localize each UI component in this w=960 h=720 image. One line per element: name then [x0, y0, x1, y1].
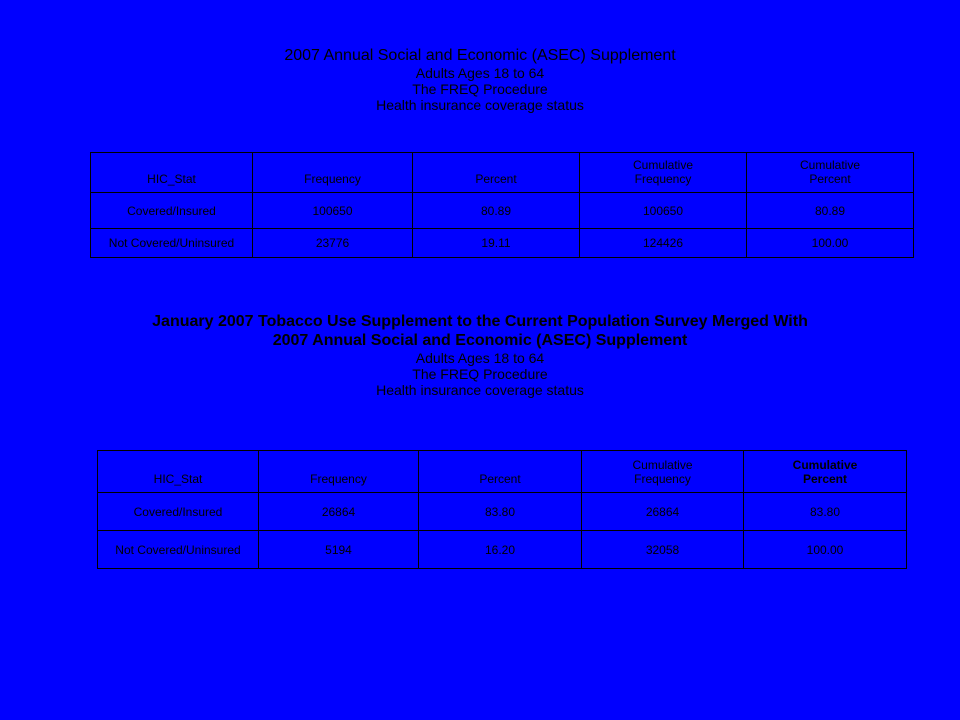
section2-title-block: [0, 312, 960, 398]
header-hic-stat: HIC_Stat: [91, 153, 253, 193]
header-cumulative-percent: [747, 153, 914, 193]
table-row: [98, 493, 907, 531]
header-cumulative-frequency: [582, 451, 744, 493]
header-cum-freq-line1: Cumulative: [632, 458, 693, 472]
cell-percent: 83.80: [419, 493, 582, 531]
section1-title-block: [0, 46, 960, 113]
section2-subtitle-variable: Health insurance coverage status: [376, 382, 584, 398]
section2-subtitle-procedure: The FREQ Procedure: [412, 366, 548, 382]
table-header-row: [91, 153, 914, 193]
section1-subtitle-ages: Adults Ages 18 to 64: [415, 65, 545, 81]
section2-subtitle-ages: Adults Ages 18 to 64: [415, 350, 545, 366]
section1-title: 2007 Annual Social and Economic (ASEC) Supplement: [284, 47, 676, 64]
cell-cum-frequency: 32058: [582, 531, 744, 569]
table-row: [91, 229, 914, 258]
cell-percent: 16.20: [419, 531, 582, 569]
section2-title-line2: 2007 Annual Social and Economic (ASEC) Supplement: [272, 332, 688, 349]
cell-cum-frequency: 100650: [580, 193, 747, 229]
cell-label: Not Covered/Uninsured: [91, 229, 253, 258]
cell-cum-percent: 83.80: [744, 493, 907, 531]
section1-subtitle-procedure: The FREQ Procedure: [412, 81, 548, 97]
freq-table-asec: [90, 152, 914, 258]
header-frequency: Frequency: [259, 451, 419, 493]
cell-percent: 80.89: [413, 193, 580, 229]
cell-label: Not Covered/Uninsured: [98, 531, 259, 569]
table-header-row: [98, 451, 907, 493]
header-cumulative-frequency: [580, 153, 747, 193]
cell-cum-frequency: 124426: [580, 229, 747, 258]
cell-cum-percent: 100.00: [744, 531, 907, 569]
freq-table-tobacco-asec: [97, 450, 907, 569]
header-hic-stat: HIC_Stat: [98, 451, 259, 493]
cell-label: Covered/Insured: [98, 493, 259, 531]
cell-percent: 19.11: [413, 229, 580, 258]
cell-frequency: 5194: [259, 531, 419, 569]
cell-frequency: 23776: [253, 229, 413, 258]
header-cum-pct-line1: Cumulative: [799, 158, 861, 172]
header-cum-pct-line1: Cumulative: [792, 458, 858, 472]
table-row: [98, 531, 907, 569]
cell-cum-percent: 100.00: [747, 229, 914, 258]
header-frequency: Frequency: [253, 153, 413, 193]
cell-cum-frequency: 26864: [582, 493, 744, 531]
header-percent: Percent: [419, 451, 582, 493]
header-cum-pct-line2: Percent: [802, 472, 848, 486]
cell-frequency: 100650: [253, 193, 413, 229]
header-cum-freq-line1: Cumulative: [632, 158, 694, 172]
cell-label: Covered/Insured: [91, 193, 253, 229]
header-cum-pct-line2: Percent: [809, 172, 851, 186]
cell-frequency: 26864: [259, 493, 419, 531]
header-percent: Percent: [413, 153, 580, 193]
table-row: [91, 193, 914, 229]
cell-cum-percent: 80.89: [747, 193, 914, 229]
header-cumulative-percent: [744, 451, 907, 493]
header-cum-freq-line2: Frequency: [634, 172, 692, 186]
section2-title-line1: January 2007 Tobacco Use Supplement to the Current Population Survey Merged With: [152, 313, 808, 330]
section1-subtitle-variable: Health insurance coverage status: [376, 97, 584, 113]
header-cum-freq-line2: Frequency: [634, 472, 691, 486]
